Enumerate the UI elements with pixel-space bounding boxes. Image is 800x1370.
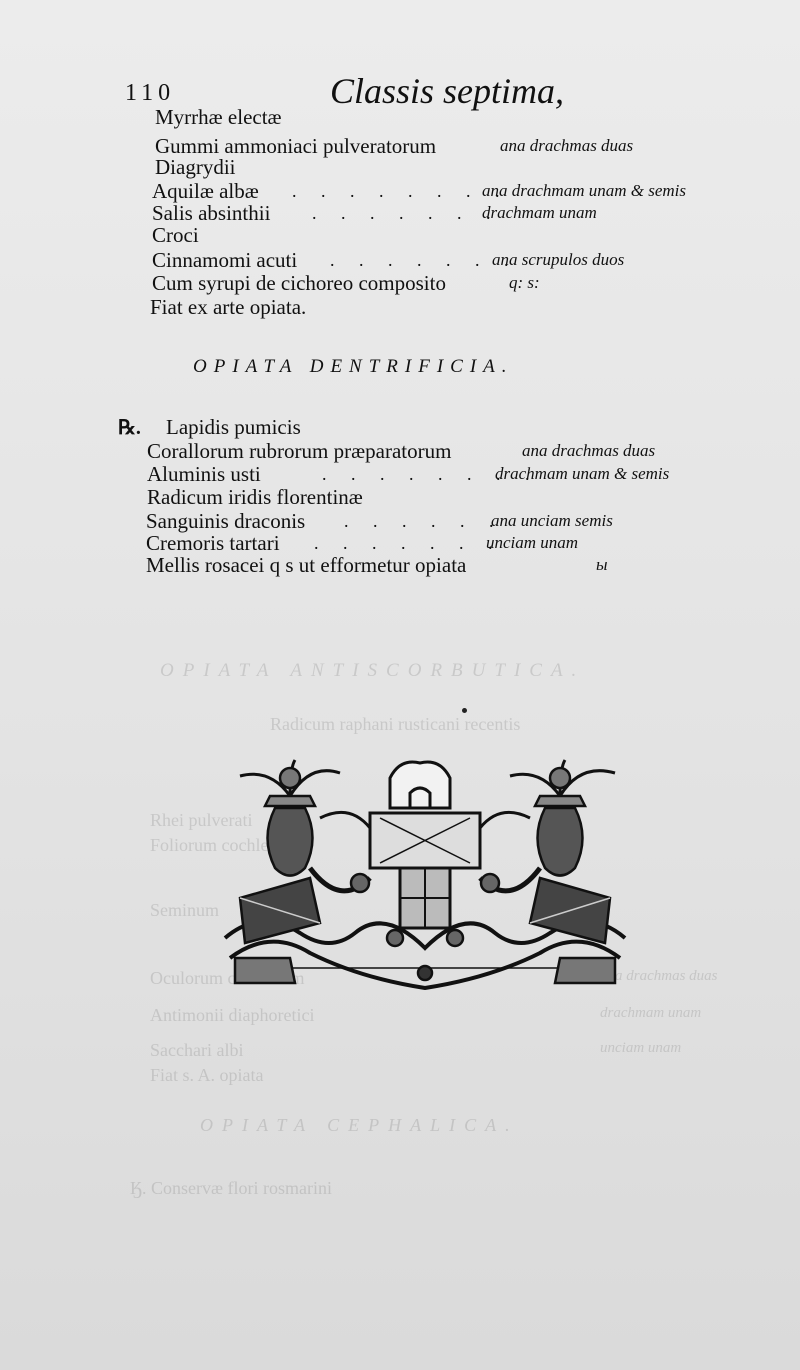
ingredient: Aluminis usti [147, 462, 261, 486]
leader-dots: . . . . . . . [312, 203, 501, 223]
leader-dots: . . . . . . . . [322, 464, 540, 484]
ingredient: Lapidis pumicis [166, 415, 301, 439]
running-head: Classis septima, [330, 71, 565, 111]
amount: drachmam unam [482, 203, 597, 222]
ingredient: Cinnamomi acuti [152, 248, 298, 272]
ingredient: Diagrydii [155, 155, 236, 179]
ingredient: Salis absinthii [152, 201, 271, 225]
amount: ana unciam semis [491, 511, 613, 530]
bleed-through-heading: OPIATA CEPHALICA. [200, 1115, 519, 1135]
amount: ana drachmas duas [500, 136, 634, 155]
amount: ana drachmas duas [522, 441, 656, 460]
amount: q: s: [509, 273, 540, 292]
leader-dots: . . . . . . . [330, 250, 519, 270]
bleed-through-amount: drachmam unam [600, 1005, 702, 1021]
bleed-through-line: Foliorum cochleariæ [150, 835, 300, 855]
bleed-through-line: Antimonii diaphoretici [150, 1005, 315, 1025]
bleed-through-amount: ana drachmas duas [600, 968, 718, 984]
ingredient: Myrrhæ electæ [155, 105, 282, 129]
ornament-dot [462, 708, 467, 713]
ingredient: Gummi ammoniaci pulveratorum [155, 134, 437, 158]
ingredient: Cum syrupi de cichoreo composito [152, 271, 446, 295]
amount: ana drachmam unam & semis [482, 181, 686, 200]
leader-dots: . . . . . . [344, 511, 504, 531]
bleed-through-line: Radicum raphani rusticani recentis [270, 714, 521, 734]
bleed-through-line: Fiat s. A. opiata [150, 1065, 264, 1085]
amount: drachmam unam & semis [495, 464, 670, 483]
amount: ы [596, 555, 608, 574]
amount: ana scrupulos duos [492, 250, 625, 269]
page-number: 110 [125, 80, 176, 106]
ingredient: Aquilæ albæ [152, 179, 259, 203]
section-title: OPIATA DENTRIFICIA. [193, 356, 514, 377]
bleed-through-line: Oculorum cancrorum [150, 968, 305, 988]
ingredient: Cremoris tartari [146, 531, 280, 555]
bleed-through-amount: unciam unam [600, 1040, 682, 1056]
woodcut-ornament [220, 758, 630, 993]
leader-dots: . . . . . . . . [292, 181, 510, 201]
bleed-through-line: Sacchari albi [150, 1040, 244, 1060]
bleed-through-line: Rhei pulverati [150, 810, 253, 830]
leader-dots: . . . . . . . [314, 533, 503, 553]
ingredient: Croci [152, 223, 199, 247]
ingredient: Mellis rosacei q s ut efformetur opiata [146, 553, 467, 577]
ingredient: Corallorum rubrorum præparatorum [147, 439, 452, 463]
ingredient: Sanguinis draconis [146, 509, 306, 533]
bleed-through-line: Seminum [150, 900, 220, 920]
bleed-through-heading: OPIATA ANTISCORBUTICA. [160, 660, 586, 681]
ingredient: Radicum iridis florentinæ [147, 485, 363, 509]
ingredient: Fiat ex arte opiata. [150, 295, 307, 319]
bleed-through-line: Ӄ. Conservæ flori rosmarini [130, 1178, 332, 1198]
recipe-sign: ℞. [118, 417, 141, 439]
amount: unciam unam [486, 533, 579, 552]
